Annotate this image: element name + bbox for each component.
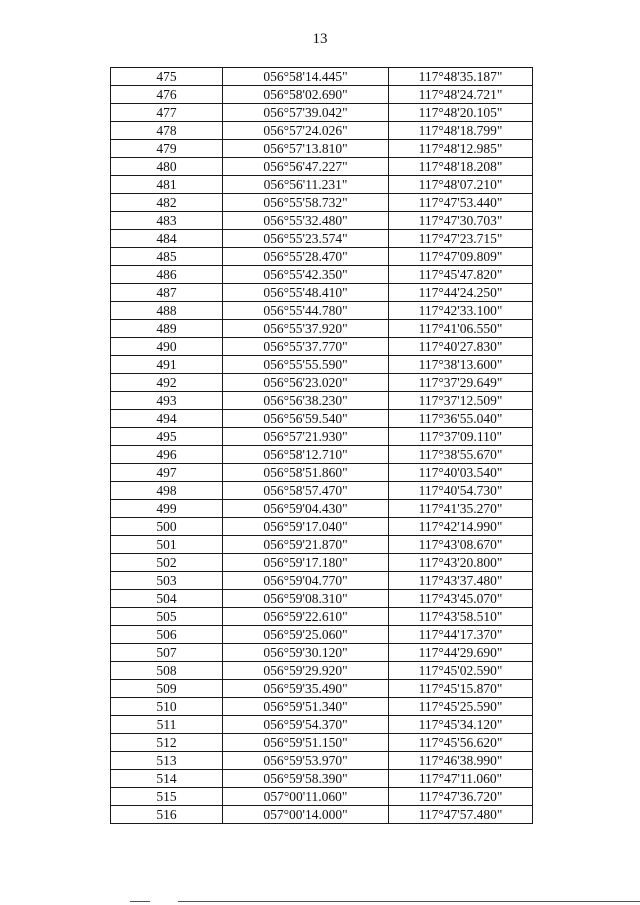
latitude-cell: 056°57'21.930": [223, 428, 389, 446]
latitude-cell: 056°56'59.540": [223, 410, 389, 428]
longitude-cell: 117°38'55.670": [389, 446, 533, 464]
table-row: [111, 464, 533, 482]
longitude-cell: 117°43'45.070": [389, 590, 533, 608]
point-number-cell: 512: [111, 734, 223, 752]
table-row: [111, 428, 533, 446]
table-row: [111, 320, 533, 338]
longitude-cell: 117°44'29.690": [389, 644, 533, 662]
latitude-cell: 056°59'21.870": [223, 536, 389, 554]
latitude-cell: 056°56'47.227": [223, 158, 389, 176]
point-number-cell: 498: [111, 482, 223, 500]
table-row: [111, 338, 533, 356]
longitude-cell: 117°42'33.100": [389, 302, 533, 320]
point-number-cell: 484: [111, 230, 223, 248]
table-row: [111, 680, 533, 698]
latitude-cell: 056°57'24.026": [223, 122, 389, 140]
table-row: [111, 140, 533, 158]
table-row: [111, 626, 533, 644]
latitude-cell: 056°59'30.120": [223, 644, 389, 662]
table-row: [111, 158, 533, 176]
table-row: [111, 374, 533, 392]
point-number-cell: 508: [111, 662, 223, 680]
latitude-cell: 056°59'58.390": [223, 770, 389, 788]
point-number-cell: 491: [111, 356, 223, 374]
point-number-cell: 499: [111, 500, 223, 518]
table-row: [111, 536, 533, 554]
table-row: [111, 770, 533, 788]
latitude-cell: 056°59'17.040": [223, 518, 389, 536]
latitude-cell: 056°59'51.340": [223, 698, 389, 716]
table-row: [111, 392, 533, 410]
page-number: 13: [312, 31, 328, 47]
point-number-cell: 488: [111, 302, 223, 320]
latitude-cell: 056°59'35.490": [223, 680, 389, 698]
latitude-cell: 056°59'22.610": [223, 608, 389, 626]
latitude-cell: 056°58'12.710": [223, 446, 389, 464]
table-row: [111, 284, 533, 302]
table-row: [111, 104, 533, 122]
latitude-cell: 056°58'14.445": [223, 68, 389, 86]
point-number-cell: 509: [111, 680, 223, 698]
longitude-cell: 117°40'03.540": [389, 464, 533, 482]
longitude-cell: 117°48'35.187": [389, 68, 533, 86]
latitude-cell: 056°59'51.150": [223, 734, 389, 752]
latitude-cell: 056°59'25.060": [223, 626, 389, 644]
point-number-cell: 492: [111, 374, 223, 392]
longitude-cell: 117°37'29.649": [389, 374, 533, 392]
longitude-cell: 117°47'11.060": [389, 770, 533, 788]
point-number-cell: 487: [111, 284, 223, 302]
longitude-cell: 117°47'53.440": [389, 194, 533, 212]
latitude-cell: 056°55'32.480": [223, 212, 389, 230]
longitude-cell: 117°45'02.590": [389, 662, 533, 680]
table-row: [111, 410, 533, 428]
latitude-cell: 056°55'23.574": [223, 230, 389, 248]
longitude-cell: 117°42'14.990": [389, 518, 533, 536]
longitude-cell: 117°44'24.250": [389, 284, 533, 302]
longitude-cell: 117°43'58.510": [389, 608, 533, 626]
longitude-cell: 117°38'13.600": [389, 356, 533, 374]
point-number-cell: 479: [111, 140, 223, 158]
table-row: [111, 734, 533, 752]
longitude-cell: 117°41'06.550": [389, 320, 533, 338]
point-number-cell: 482: [111, 194, 223, 212]
point-number-cell: 516: [111, 806, 223, 824]
table-row: [111, 194, 533, 212]
point-number-cell: 493: [111, 392, 223, 410]
latitude-cell: 056°55'37.920": [223, 320, 389, 338]
longitude-cell: 117°37'09.110": [389, 428, 533, 446]
point-number-cell: 490: [111, 338, 223, 356]
latitude-cell: 056°59'54.370": [223, 716, 389, 734]
longitude-cell: 117°40'27.830": [389, 338, 533, 356]
footer-mark: [130, 901, 150, 902]
point-number-cell: 497: [111, 464, 223, 482]
table-row: [111, 572, 533, 590]
table-row: [111, 68, 533, 86]
longitude-cell: 117°48'07.210": [389, 176, 533, 194]
point-number-cell: 481: [111, 176, 223, 194]
longitude-cell: 117°44'17.370": [389, 626, 533, 644]
latitude-cell: 056°55'44.780": [223, 302, 389, 320]
longitude-cell: 117°48'12.985": [389, 140, 533, 158]
table-row: [111, 356, 533, 374]
point-number-cell: 515: [111, 788, 223, 806]
longitude-cell: 117°45'56.620": [389, 734, 533, 752]
latitude-cell: 056°59'04.770": [223, 572, 389, 590]
point-number-cell: 507: [111, 644, 223, 662]
table-row: [111, 752, 533, 770]
longitude-cell: 117°45'34.120": [389, 716, 533, 734]
longitude-cell: 117°45'15.870": [389, 680, 533, 698]
point-number-cell: 503: [111, 572, 223, 590]
longitude-cell: 117°48'24.721": [389, 86, 533, 104]
table-row: [111, 212, 533, 230]
longitude-cell: 117°48'18.208": [389, 158, 533, 176]
latitude-cell: 056°55'48.410": [223, 284, 389, 302]
point-number-cell: 483: [111, 212, 223, 230]
table-row: [111, 662, 533, 680]
table-row: [111, 176, 533, 194]
latitude-cell: 056°55'42.350": [223, 266, 389, 284]
table-row: [111, 230, 533, 248]
point-number-cell: 510: [111, 698, 223, 716]
table-row: [111, 248, 533, 266]
table-row: [111, 302, 533, 320]
latitude-cell: 056°58'51.860": [223, 464, 389, 482]
longitude-cell: 117°36'55.040": [389, 410, 533, 428]
table-row: [111, 518, 533, 536]
latitude-cell: 056°55'28.470": [223, 248, 389, 266]
table-row: [111, 500, 533, 518]
latitude-cell: 056°55'58.732": [223, 194, 389, 212]
table-row: [111, 554, 533, 572]
longitude-cell: 117°45'47.820": [389, 266, 533, 284]
table-row: [111, 608, 533, 626]
coordinates-table-body: [111, 68, 533, 824]
latitude-cell: 056°57'39.042": [223, 104, 389, 122]
longitude-cell: 117°43'37.480": [389, 572, 533, 590]
longitude-cell: 117°47'09.809": [389, 248, 533, 266]
table-row: [111, 788, 533, 806]
longitude-cell: 117°41'35.270": [389, 500, 533, 518]
longitude-cell: 117°47'36.720": [389, 788, 533, 806]
latitude-cell: 056°59'08.310": [223, 590, 389, 608]
table-row: [111, 122, 533, 140]
table-row: [111, 446, 533, 464]
point-number-cell: 500: [111, 518, 223, 536]
longitude-cell: 117°46'38.990": [389, 752, 533, 770]
table-row: [111, 590, 533, 608]
latitude-cell: 056°55'55.590": [223, 356, 389, 374]
latitude-cell: 056°58'02.690": [223, 86, 389, 104]
point-number-cell: 505: [111, 608, 223, 626]
point-number-cell: 506: [111, 626, 223, 644]
longitude-cell: 117°48'18.799": [389, 122, 533, 140]
longitude-cell: 117°43'20.800": [389, 554, 533, 572]
latitude-cell: 056°59'53.970": [223, 752, 389, 770]
point-number-cell: 501: [111, 536, 223, 554]
point-number-cell: 514: [111, 770, 223, 788]
latitude-cell: 056°59'17.180": [223, 554, 389, 572]
point-number-cell: 511: [111, 716, 223, 734]
longitude-cell: 117°47'57.480": [389, 806, 533, 824]
latitude-cell: 056°56'23.020": [223, 374, 389, 392]
table-row: [111, 698, 533, 716]
point-number-cell: 494: [111, 410, 223, 428]
point-number-cell: 496: [111, 446, 223, 464]
latitude-cell: 057°00'11.060": [223, 788, 389, 806]
latitude-cell: 056°59'29.920": [223, 662, 389, 680]
longitude-cell: 117°47'30.703": [389, 212, 533, 230]
point-number-cell: 476: [111, 86, 223, 104]
table-row: [111, 806, 533, 824]
latitude-cell: 056°58'57.470": [223, 482, 389, 500]
latitude-cell: 057°00'14.000": [223, 806, 389, 824]
longitude-cell: 117°47'23.715": [389, 230, 533, 248]
point-number-cell: 486: [111, 266, 223, 284]
table-row: [111, 86, 533, 104]
longitude-cell: 117°48'20.105": [389, 104, 533, 122]
table-row: [111, 644, 533, 662]
latitude-cell: 056°56'11.231": [223, 176, 389, 194]
latitude-cell: 056°57'13.810": [223, 140, 389, 158]
latitude-cell: 056°59'04.430": [223, 500, 389, 518]
table-row: [111, 716, 533, 734]
point-number-cell: 475: [111, 68, 223, 86]
table-row: [111, 482, 533, 500]
point-number-cell: 485: [111, 248, 223, 266]
latitude-cell: 056°56'38.230": [223, 392, 389, 410]
point-number-cell: 495: [111, 428, 223, 446]
table-row: [111, 266, 533, 284]
coordinates-table: [110, 67, 533, 824]
point-number-cell: 477: [111, 104, 223, 122]
longitude-cell: 117°45'25.590": [389, 698, 533, 716]
longitude-cell: 117°40'54.730": [389, 482, 533, 500]
point-number-cell: 480: [111, 158, 223, 176]
longitude-cell: 117°43'08.670": [389, 536, 533, 554]
latitude-cell: 056°55'37.770": [223, 338, 389, 356]
point-number-cell: 478: [111, 122, 223, 140]
point-number-cell: 504: [111, 590, 223, 608]
point-number-cell: 502: [111, 554, 223, 572]
point-number-cell: 489: [111, 320, 223, 338]
point-number-cell: 513: [111, 752, 223, 770]
longitude-cell: 117°37'12.509": [389, 392, 533, 410]
footer-line: [178, 901, 640, 902]
